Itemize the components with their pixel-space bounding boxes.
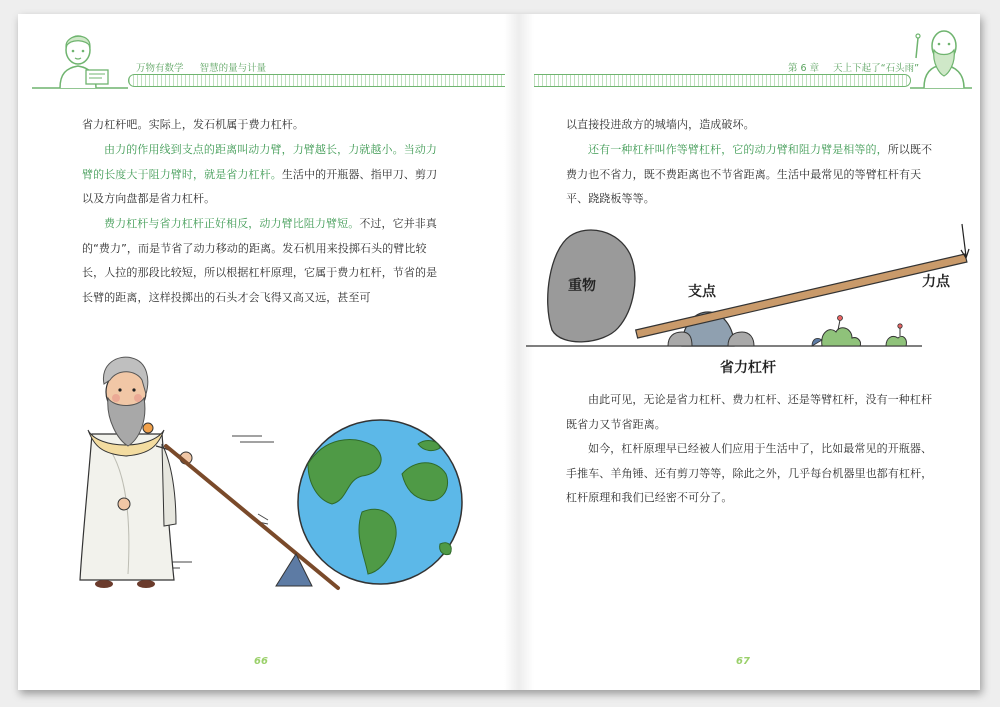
force-point-label: 力点	[922, 274, 950, 290]
weight-label: 重物	[568, 278, 596, 294]
header-ruler-left	[128, 74, 505, 87]
lever-diagram	[522, 220, 950, 380]
right-paragraph-2	[566, 138, 936, 212]
left-paragraph-2-body: 生活中的开瓶器、指甲刀、剪刀以及方向盘都是省力杠杆。	[82, 167, 438, 205]
book-spread	[18, 14, 980, 690]
header-section-title: 智慧的量与计量	[199, 63, 267, 74]
fulcrum-label: 支点	[688, 284, 716, 300]
left-paragraph-3	[82, 212, 444, 310]
header-book-title: 万物有数学	[136, 63, 184, 74]
right-paragraph-4: 如今，杠杆原理早已经被人们应用于生活中了，比如最常见的开瓶器、手推车、羊角锤、还有剪刀等等，除此之外，几乎每台机器里也都有杠杆，杠杆原理和我们已经密不可分了。	[566, 442, 933, 504]
header-chapter-title: 天上下起了“石头雨”	[833, 63, 919, 74]
left-paragraph-2	[82, 138, 444, 212]
header-ruler-right	[534, 74, 911, 87]
right-page-number: 67	[736, 656, 750, 667]
left-paragraph-3-highlight: 费力杠杆与省力杠杆正好相反，动力臂比阻力臂短。	[104, 217, 360, 230]
right-paragraph-2-body: 所以既不费力也不省力，既不费距离也不节省距离。生活中最常见的等臂杠杆有天平、跷跷板等等。	[566, 143, 933, 205]
mathematician-portrait-left	[26, 22, 136, 90]
right-paragraph-2-highlight: 还有一种杠杆叫作等臂杠杆，它的动力臂和阻力臂是相等的，	[588, 143, 888, 156]
left-paragraph-3-body: 不过，它并非真的“费力”，而是节省了动力移动的距离。发石机用来投掷石头的臂比较长，人拉的那段比较短，所以根据杠杆原理，它属于费力杠杆，节省的是长臂的距离，这样投掷出的石头才会飞得又高又远，甚至可	[82, 217, 438, 304]
left-paragraph-1: 省力杠杆吧。实际上，发石机属于费力杠杆。	[82, 118, 304, 131]
archimedes-portrait-right	[910, 18, 976, 92]
diagram-caption: 省力杠杆	[720, 360, 776, 376]
left-paragraph-2-highlight: 由力的作用线到支点的距离叫动力臂，力臂越长，力就越小。当动力臂的长度大于阻力臂时，就是省力杠杆。	[82, 143, 437, 181]
left-page-number: 66	[254, 656, 268, 667]
lever-plank	[636, 254, 967, 338]
archimedes-lever-illustration	[62, 354, 462, 594]
header-chapter-number: 第 6 章	[788, 63, 820, 74]
right-paragraph-3: 由此可见，无论是省力杠杆、费力杠杆、还是等臂杠杆，没有一种杠杆既省力又节省距离。	[566, 393, 933, 431]
right-paragraph-1: 以直接投进敌方的城墙内，造成破坏。	[566, 118, 755, 131]
